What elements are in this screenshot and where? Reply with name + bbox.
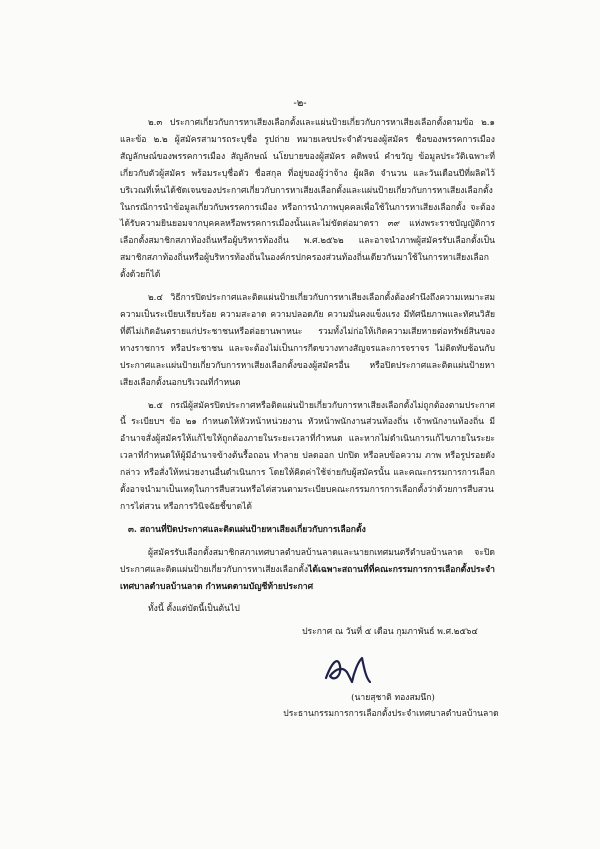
- section-3-body: [120, 545, 495, 596]
- signature-mark: [318, 648, 378, 692]
- signatory-position: ประธานกรรมการการเลือกตั้งประจำเทศบาลตำบลบ้านลาด: [283, 709, 499, 719]
- announce-date: [300, 624, 480, 638]
- section-3-body-emphasis: ได้เฉพาะสถานที่ที่คณะกรรมการการเลือกตั้งประจำเทศบาลตำบลบ้านลาด กำหนดตามบัญชีท้ายประกาศ: [120, 564, 495, 592]
- effective-statement: ทั้งนี้ ตั้งแต่บัดนี้เป็นต้นไป: [148, 604, 240, 615]
- paragraph-2-5: ๒.๕ กรณีผู้สมัครปิดประกาศหรือติดแผ่นป้ายเกี่ยวกับการหาเสียงเลือกตั้งไม่ถูกต้องตามประกาศนี้ ระเบียบฯ ข้อ ๒๑ กำหนดให้หัวหน้าหน่วยงาน หัวหน้าพนักงานส่วนท้องถิ่น เจ้าพนักงานท้องถิ่น มีอำนาจสั่งผู้สมัครให้แก้ไขให้ถูกต้องภายในระยะเวลาที่กำหนด และหากไม่ดำเนินการแก้ไขภายในระยะเวลาที่กำหนดให้ผู้มีอำนาจข้างต้นรื้อถอน ทำลาย ปลดออก ปกปิด หรือลบข้อความ ภาพ หรือรูปรอยดังกล่าว หรือสั่งให้หน่วยงานอื่นดำเนินการ โดยให้คิดค่าใช้จ่ายกับผู้สมัครนั้น และคณะกรรมการการเลือกตั้งอาจนำมาเป็นเหตุในการสืบสวนหรือไต่สวนตามระเบียบคณะกรรมการการเลือกตั้งว่าด้วยการสืบสวน การไต่สวน หรือการวินิจฉัยชี้ขาดได้: [120, 400, 495, 512]
- signatory-name: (นายสุชาติ ทองสมนึก): [351, 693, 435, 703]
- paragraph-2-3: ๒.๓ ประกาศเกี่ยวกับการหาเสียงเลือกตั้งและแผ่นป้ายเกี่ยวกับการหาเสียงเลือกตั้งตามข้อ ๒.๑ และข้อ ๒.๒ ผู้สมัครสามารถระบุชื่อ รูปถ่าย หมายเลขประจำตัวของผู้สมัคร ชื่อของพรรคการเมืองสัญลักษณ์ของพรรคการเมือง สัญลักษณ์ นโยบายของผู้สมัคร คติพจน์ คำขวัญ ข้อมูลประวัติเฉพาะที่เกี่ยวกับตัวผู้สมัคร พร้อมระบุชื่อตัว ชื่อสกุล ที่อยู่ของผู้ว่าจ้าง ผู้ผลิต จำนวน และวันเดือนปีที่ผลิตไว้บริเวณที่เห็นได้ชัดเจนของประกาศเกี่ยวกับการหาเสียงเลือกตั้งและแผ่นป้ายเกี่ยวกับการหาเสียงเลือกตั้งในกรณีการนำข้อมูลเกี่ยวกับพรรคการเมือง หรือการนำภาพบุคคลเพื่อใช้ในการหาเสียงเลือกตั้ง จะต้องได้รับความยินยอมจากบุคคลหรือพรรคการเมืองนั้นและไม่ขัดต่อมาตรา ๓๙ แห่งพระราชบัญญัติการเลือกตั้งสมาชิกสภาท้องถิ่นหรือผู้บริหารท้องถิ่น พ.ศ.๒๕๖๒ และอาจนำภาพผู้สมัครรับเลือกตั้งเป็นสมาชิกสภาท้องถิ่นหรือผู้บริหารท้องถิ่นในองค์กรปกครองส่วนท้องถิ่นเดียวกันมาใช้ในการหาเสียงเลือกตั้งด้วยก็ได้: [120, 118, 495, 281]
- section-3-title: ๓. สถานที่ปิดประกาศและติดแผ่นป้ายหาเสียงเกี่ยวกับการเลือกตั้ง: [128, 524, 366, 535]
- document-body: [120, 115, 495, 624]
- announce-prefix: ประกาศ ณ วันที่: [302, 627, 363, 637]
- section-3-body-text: ผู้สมัครรับเลือกตั้งสมาชิกสภาเทศบาลตำบลบ้านลาดและนายกเทศมนตรีตำบลบ้านลาด จะปิดประกาศและติดแผ่นป้ายเกี่ยวกับการหาเสียงเลือกตั้ง: [120, 547, 495, 575]
- announce-day: ๕: [364, 627, 372, 637]
- announce-suffix: เดือน กุมภาพันธ์ พ.ศ.๒๕๖๔: [374, 627, 478, 637]
- paragraph-2-4: ๒.๔ วิธีการปิดประกาศและติดแผ่นป้ายเกี่ยวกับการหาเสียงเลือกตั้งต้องคำนึงถึงความเหมาะสม ความเป็นระเบียบเรียบร้อย ความสะอาด ความปลอดภัย ความมั่นคงแข็งแรง มีทัศนียภาพและทัศนวิสัยที่ดีไม่เกิดอันตรายแก่ประชาชนหรือต่อยานพาหนะ รวมทั้งไม่ก่อให้เกิดความเสียหายต่อทรัพย์สินของทางราชการ หรือประชาชน และจะต้องไม่เป็นการกีดขวางทางสัญจรและการจราจร ไม่ติดทับซ้อนกับประกาศและแผ่นป้ายเกี่ยวกับการหาเสียงเลือกตั้งของผู้สมัครอื่น หรือปิดประกาศและติดแผ่นป้ายหาเสียงเลือกตั้งนอกบริเวณที่กำหนด: [120, 293, 495, 388]
- page-number: -๒-: [293, 98, 307, 109]
